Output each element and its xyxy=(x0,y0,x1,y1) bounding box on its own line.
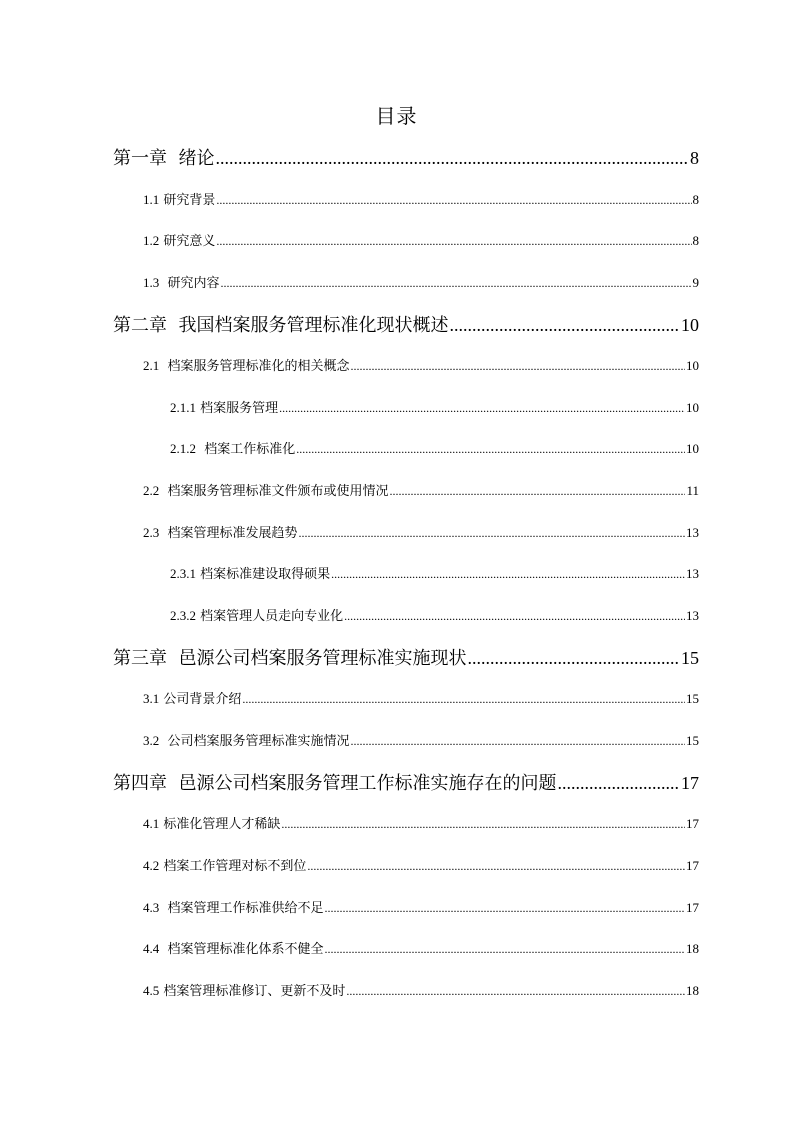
toc-entry-label xyxy=(143,732,350,751)
toc-entry-text: 邑源公司档案服务管理工作标准实施存在的问题 xyxy=(178,773,557,794)
toc-entry-label xyxy=(143,690,241,709)
toc-entry-number: 2.3 xyxy=(143,525,160,540)
toc-entry-label xyxy=(143,482,389,501)
toc-page-number: 9 xyxy=(692,275,699,290)
toc-entry-label xyxy=(170,565,330,584)
toc-leader-dots xyxy=(331,565,685,583)
toc-page-number: 18 xyxy=(686,941,699,956)
toc-leader-dots xyxy=(221,274,692,292)
toc-entry[interactable] xyxy=(143,940,699,959)
toc-entry[interactable] xyxy=(143,482,699,501)
toc-entry[interactable] xyxy=(170,607,699,626)
toc-page-number: 13 xyxy=(686,525,699,540)
toc-page-number: 11 xyxy=(686,483,699,498)
toc-leader-dots xyxy=(344,607,685,625)
toc-entry-number: 2.1.2 xyxy=(170,441,196,456)
toc-entry[interactable] xyxy=(113,313,699,338)
toc-entry-text: 研究意义 xyxy=(163,234,216,249)
toc-entry-label xyxy=(143,899,324,918)
toc-leader-dots xyxy=(325,940,685,958)
toc-entry[interactable] xyxy=(143,857,699,876)
toc-entry-label xyxy=(143,940,324,959)
toc-leader-dots xyxy=(281,815,685,833)
toc-entry-number: 第四章 xyxy=(113,773,167,794)
toc-page-number: 10 xyxy=(686,358,699,373)
toc-entry-label xyxy=(113,147,214,171)
toc-leader-dots xyxy=(557,771,680,795)
toc-entry[interactable] xyxy=(143,815,699,834)
toc-entry-text: 档案服务管理标准化的相关概念 xyxy=(167,359,350,374)
toc-page-number: 10 xyxy=(681,315,699,335)
toc-page-number: 8 xyxy=(692,233,699,248)
toc-entry-label xyxy=(170,399,278,418)
toc-entry[interactable] xyxy=(143,357,699,376)
toc-entry-number: 第二章 xyxy=(113,315,167,336)
toc-entry-number: 4.3 xyxy=(143,900,160,915)
toc-entry-label xyxy=(143,982,345,1001)
toc-page-number: 17 xyxy=(686,900,699,915)
toc-entry-text: 邑源公司档案服务管理标准实施现状 xyxy=(178,648,467,669)
toc-entry-text: 档案服务管理标准文件颁布或使用情况 xyxy=(167,484,389,499)
toc-entry[interactable] xyxy=(143,191,699,210)
toc-entry-number: 第三章 xyxy=(113,648,167,669)
toc-entry-text: 档案服务管理 xyxy=(200,401,279,416)
toc-entry[interactable] xyxy=(113,771,699,796)
toc-entry-label xyxy=(143,232,215,251)
toc-entry-text: 标准化管理人才稀缺 xyxy=(163,817,281,832)
toc-entry[interactable] xyxy=(170,399,699,418)
toc-entry-number: 第一章 xyxy=(113,148,167,169)
toc-entry[interactable] xyxy=(143,982,699,1001)
toc-entry-number: 4.1 xyxy=(143,816,160,831)
toc-page-number: 18 xyxy=(686,983,699,998)
toc-entry-number: 3.2 xyxy=(143,733,160,748)
toc-entry-number: 1.1 xyxy=(143,192,160,207)
toc-page-number: 17 xyxy=(686,816,699,831)
toc-page-number: 13 xyxy=(686,566,699,581)
toc-leader-dots xyxy=(242,690,685,708)
toc-entry-label xyxy=(143,857,306,876)
toc-entry[interactable] xyxy=(143,690,699,709)
toc-entry-label xyxy=(170,607,343,626)
toc-entry-number: 1.3 xyxy=(143,275,160,290)
toc-page-number: 10 xyxy=(686,441,699,456)
toc-entry-text: 研究内容 xyxy=(167,276,220,291)
toc-leader-dots xyxy=(299,524,685,542)
toc-entry-text: 绪论 xyxy=(178,148,215,169)
toc-page-number: 10 xyxy=(686,400,699,415)
toc-entry-label xyxy=(113,314,448,338)
toc-entry[interactable] xyxy=(113,146,699,171)
toc-page-number: 15 xyxy=(686,733,699,748)
toc-entry-label xyxy=(143,357,350,376)
toc-leader-dots xyxy=(390,482,686,500)
toc-entry-label xyxy=(143,191,215,210)
toc-page-number: 17 xyxy=(681,773,699,793)
toc-page-number: 15 xyxy=(686,691,699,706)
toc-page-number: 15 xyxy=(681,648,699,668)
toc-entry-text: 我国档案服务管理标准化现状概述 xyxy=(178,315,449,336)
toc-leader-dots xyxy=(216,232,691,250)
toc-title: 目录 xyxy=(375,104,418,128)
toc-entry-label xyxy=(170,440,295,459)
toc-leader-dots xyxy=(351,732,685,750)
toc-entry-text: 档案工作管理对标不到位 xyxy=(163,859,307,874)
toc-entry-label xyxy=(143,815,280,834)
toc-entry-number: 3.1 xyxy=(143,691,160,706)
toc-entry-text: 研究背景 xyxy=(163,193,216,208)
toc-leader-dots xyxy=(467,646,680,670)
toc-leader-dots xyxy=(215,146,689,170)
toc-entry-text: 公司档案服务管理标准实施情况 xyxy=(167,734,350,749)
toc-leader-dots xyxy=(296,440,685,458)
toc-entry-text: 档案管理标准发展趋势 xyxy=(167,526,298,541)
toc-entry-text: 档案管理标准化体系不健全 xyxy=(167,942,324,957)
toc-leader-dots xyxy=(449,313,680,337)
toc-entry[interactable] xyxy=(143,732,699,751)
toc-entry-number: 2.3.1 xyxy=(170,566,196,581)
toc-entry-number: 2.2 xyxy=(143,483,160,498)
toc-entry-number: 2.1.1 xyxy=(170,400,196,415)
toc-entry[interactable] xyxy=(170,565,699,584)
toc-leader-dots xyxy=(351,357,685,375)
toc-entry-number: 4.4 xyxy=(143,941,160,956)
toc-leader-dots xyxy=(216,191,691,209)
toc-entry[interactable] xyxy=(170,440,699,459)
toc-entry-text: 档案管理标准修订、更新不及时 xyxy=(163,984,346,999)
toc-entry-number: 2.3.2 xyxy=(170,608,196,623)
toc-entry-text: 公司背景介绍 xyxy=(163,692,242,707)
toc-leader-dots xyxy=(279,399,685,417)
toc-page-number: 8 xyxy=(692,192,699,207)
toc-entry[interactable] xyxy=(143,524,699,543)
toc-entry-label xyxy=(113,647,466,671)
toc-leader-dots xyxy=(325,899,685,917)
toc-entry-text: 档案工作标准化 xyxy=(204,442,296,457)
toc-entry-text: 档案管理工作标准供给不足 xyxy=(167,901,324,916)
toc-entry-number: 4.5 xyxy=(143,983,160,998)
toc-entry-number: 4.2 xyxy=(143,858,160,873)
toc-entry-text: 档案管理人员走向专业化 xyxy=(200,609,344,624)
toc-entry[interactable] xyxy=(143,899,699,918)
toc-entry-label xyxy=(113,772,556,796)
toc-entry-label xyxy=(143,274,220,293)
toc-entry[interactable] xyxy=(143,232,699,251)
toc-leader-dots xyxy=(346,982,685,1000)
toc-page-number: 8 xyxy=(690,148,699,168)
toc-entry[interactable] xyxy=(113,646,699,671)
toc-entry-number: 2.1 xyxy=(143,358,160,373)
toc-entry-number: 1.2 xyxy=(143,233,160,248)
toc-leader-dots xyxy=(307,857,685,875)
toc-page-number: 17 xyxy=(686,858,699,873)
toc-entry[interactable] xyxy=(143,274,699,293)
toc-entry-text: 档案标准建设取得硕果 xyxy=(200,567,331,582)
toc-page-number: 13 xyxy=(686,608,699,623)
toc-entry-label xyxy=(143,524,298,543)
